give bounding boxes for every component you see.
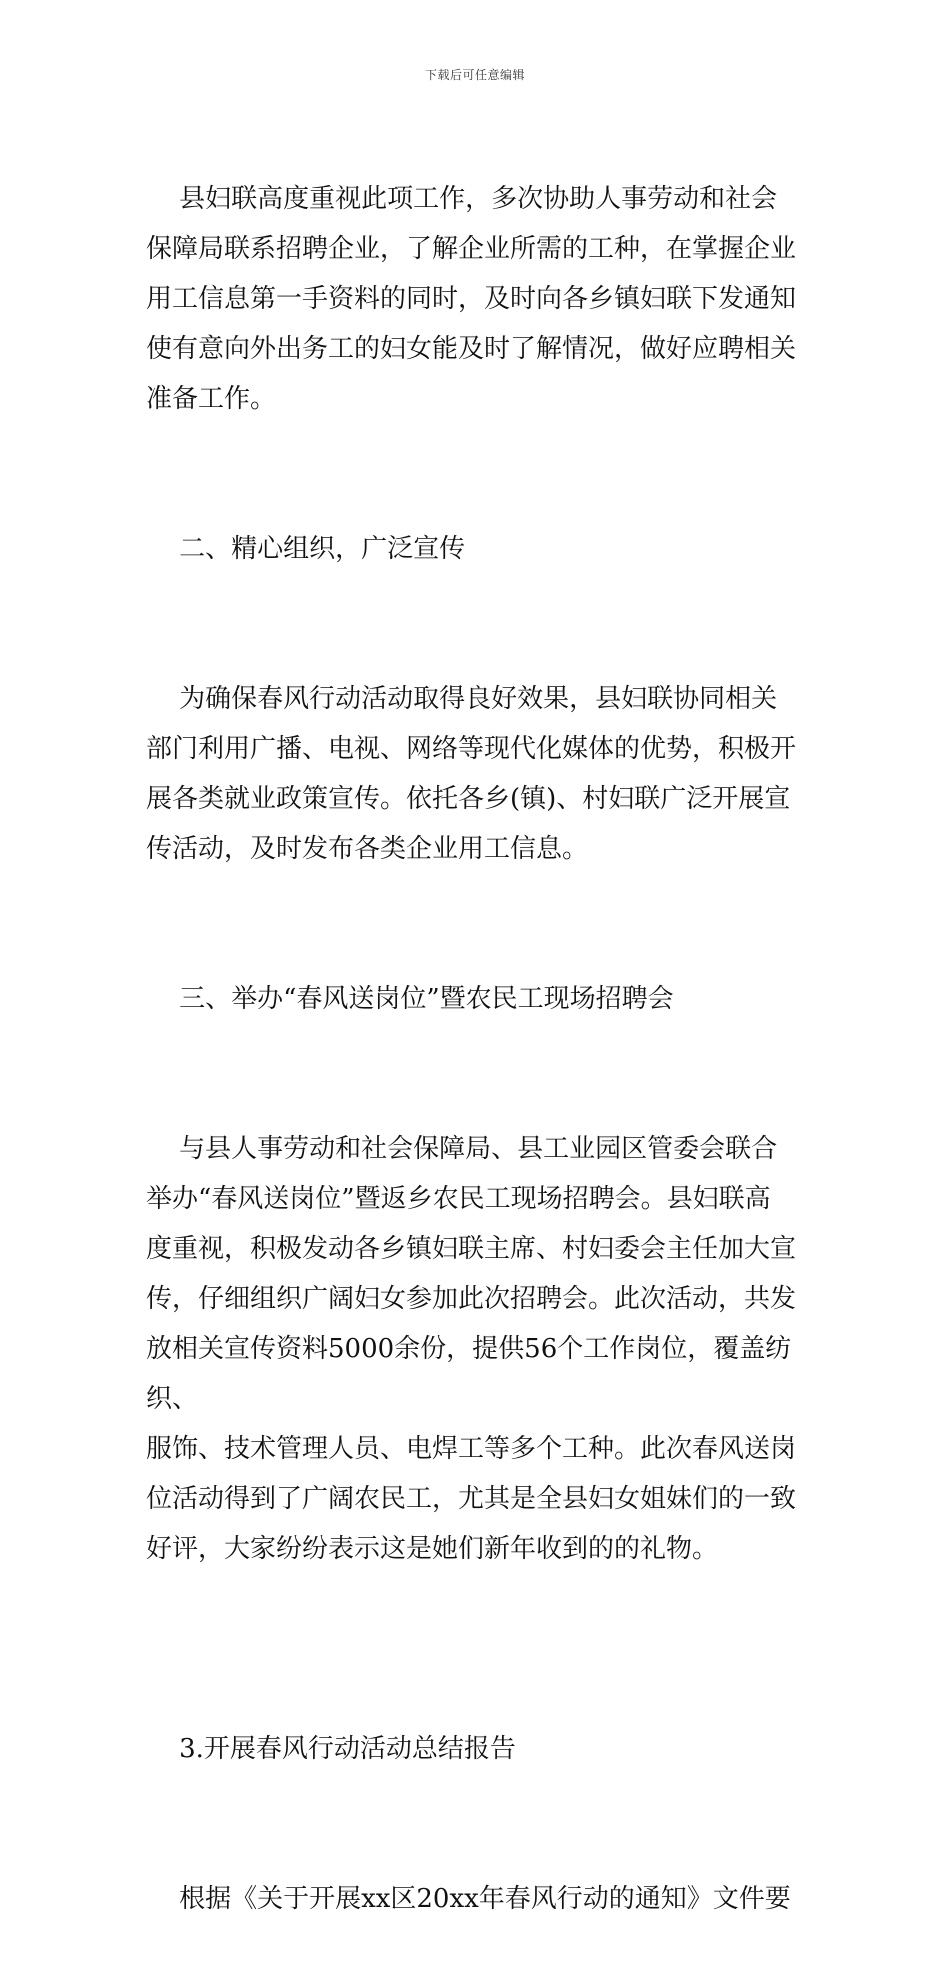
section-title xyxy=(146,1674,826,1824)
blank-line xyxy=(146,1624,826,1674)
line: 为确保春风行动活动取得良好效果，县妇联协同相关 xyxy=(179,684,778,714)
page-header: 下载后可任意编辑 xyxy=(424,68,525,82)
document-body xyxy=(146,124,826,1974)
line: 县妇联高度重视此项工作，多次协助人事劳动和社会 xyxy=(179,184,778,214)
line: 位活动得到了广阔农民工，尤其是全县妇女姐妹们的一致 xyxy=(146,1484,797,1514)
line: 传活动，及时发布各类企业用工信息。 xyxy=(146,834,589,864)
line: 好评，大家纷纷表示这是她们新年收到的的礼物。 xyxy=(146,1534,719,1564)
line: 使有意向外出务工的妇女能及时了解情况，做好应聘相关 xyxy=(146,334,797,364)
section-heading-2 xyxy=(146,474,826,624)
paragraph-1 xyxy=(146,124,826,474)
line: 与县人事劳动和社会保障局、县工业园区管委会联合 xyxy=(179,1134,778,1164)
line: 展各类就业政策宣传。依托各乡(镇)、村妇联广泛开展宣 xyxy=(146,784,791,814)
line: 3.开展春风行动活动总结报告 xyxy=(179,1734,516,1764)
line: 部门利用广播、电视、网络等现代化媒体的优势，积极开 xyxy=(146,734,797,764)
line: 放相关宣传资料5000余份，提供56个工作岗位，覆盖纺织、 xyxy=(146,1334,792,1414)
line: 根据《关于开展xx区20xx年春风行动的通知》文件要 xyxy=(179,1884,791,1914)
line: 二、精心组织，广泛宣传 xyxy=(179,534,466,564)
paragraph-2 xyxy=(146,624,826,924)
section-heading-3 xyxy=(146,924,826,1074)
line: 度重视，积极发动各乡镇妇联主席、村妇委会主任加大宣 xyxy=(146,1234,797,1264)
paragraph-3 xyxy=(146,1074,826,1624)
line: 保障局联系招聘企业，了解企业所需的工种，在掌握企业 xyxy=(146,234,797,264)
line: 服饰、技术管理人员、电焊工等多个工种。此次春风送岗 xyxy=(146,1434,797,1464)
line: 用工信息第一手资料的同时，及时向各乡镇妇联下发通知 xyxy=(146,284,797,314)
line: 举办“春风送岗位”暨返乡农民工现场招聘会。县妇联高 xyxy=(146,1184,771,1214)
paragraph-4 xyxy=(146,1824,826,1974)
line: 传，仔细组织广阔妇女参加此次招聘会。此次活动，共发 xyxy=(146,1284,797,1314)
line: 三、举办“春风送岗位”暨农民工现场招聘会 xyxy=(179,984,674,1014)
line: 准备工作。 xyxy=(146,384,277,414)
